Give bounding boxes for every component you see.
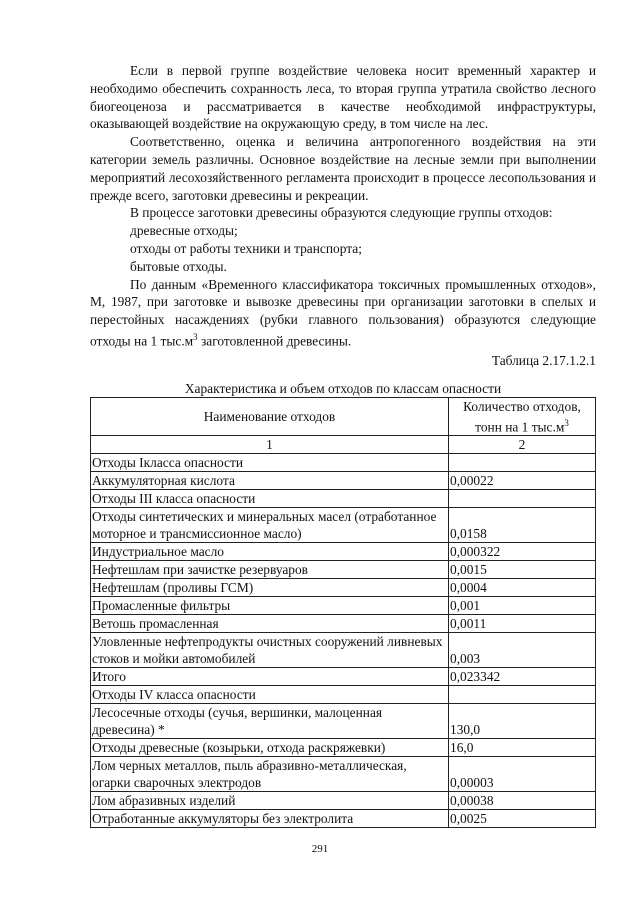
paragraph-4 <box>90 276 596 351</box>
waste-name-cell: Уловленные нефтепродукты очистных сооружений ливневых стоков и мойки автомобилей <box>91 633 449 668</box>
page-number: 291 <box>311 843 329 855</box>
table-row <box>91 757 596 792</box>
waste-name-cell: Лом абразивных изделий <box>91 792 449 810</box>
waste-amount-cell <box>449 490 596 508</box>
superscript-3: 3 <box>193 331 198 342</box>
header-amount-line1: Количество отходов, <box>463 399 581 414</box>
waste-name-cell: Отходы древесные (козырьки, отхода раскряжевки) <box>91 739 449 757</box>
waste-amount-cell: 0,0158 <box>449 508 596 543</box>
waste-name-cell: Лом черных металлов, пыль абразивно-металлическая, огарки сварочных электродов <box>91 757 449 792</box>
waste-amount-cell: 0,000322 <box>449 543 596 561</box>
paragraph-4-text: По данным «Временного классификатора токсичных промышленных отходов», М, 1987, при заготовке и вывозке древесины при организации заготовки в спелых и перестойных насаждениях (рубки главного пользования) образуются следующие отходы на 1 тыс.м <box>90 276 596 349</box>
table-row <box>91 543 596 561</box>
waste-amount-cell: 0,00003 <box>449 757 596 792</box>
waste-name-cell: Промасленные фильтры <box>91 597 449 615</box>
table-row <box>91 490 596 508</box>
waste-amount-cell: 0,0015 <box>449 561 596 579</box>
table-row <box>91 615 596 633</box>
waste-name-cell: Индустриальное масло <box>91 543 449 561</box>
table-row <box>91 579 596 597</box>
table-row <box>91 810 596 828</box>
waste-name-cell: Отходы III класса опасности <box>91 490 449 508</box>
waste-amount-cell: 0,0011 <box>449 615 596 633</box>
header-amount-unit: тонн на 1 тыс.м <box>475 419 565 435</box>
waste-amount-cell: 0,023342 <box>449 668 596 686</box>
waste-name-cell: Аккумуляторная кислота <box>91 472 449 490</box>
paragraph-3: В процессе заготовки древесины образуются следующие группы отходов: <box>130 205 553 221</box>
index-col-2: 2 <box>449 436 596 454</box>
table-row <box>91 472 596 490</box>
waste-amount-cell: 0,003 <box>449 633 596 668</box>
body-text <box>90 62 596 350</box>
waste-name-cell: Лесосечные отходы (сучья, вершинки, малоценная древесина) * <box>91 704 449 739</box>
table-row <box>91 561 596 579</box>
waste-name-cell: Ветошь промасленная <box>91 615 449 633</box>
waste-name-cell: Отходы IV класса опасности <box>91 686 449 704</box>
table-row <box>91 668 596 686</box>
paragraph-2: Соответственно, оценка и величина антропогенного воздействия на эти категории земель различны. Основное воздействие на лесные земли при выполнении мероприятий лесохозяйственного регламента происходит в процессе лесопользования и прежде всего, заготовки древесины и рекреации. <box>90 134 596 203</box>
paragraph-1: Если в первой группе воздействие человека носит временный характер и необходимо обеспечить сохранность леса, то вторая группа утратила свойство лесного биогеоценоза и рассматривается в качестве необходимой инфраструктуры, оказывающей воздействие на окружающую среду, в том числе на лес. <box>90 63 596 132</box>
waste-amount-cell: 0,00022 <box>449 472 596 490</box>
header-waste-amount <box>449 398 596 436</box>
table-row <box>91 686 596 704</box>
list-item: бытовые отходы. <box>130 258 227 274</box>
table-header-row <box>91 398 596 436</box>
table-row <box>91 792 596 810</box>
table-row <box>91 704 596 739</box>
waste-name-cell: Отработанные аккумуляторы без электролита <box>91 810 449 828</box>
waste-name-cell: Нефтешлам (проливы ГСМ) <box>91 579 449 597</box>
table-row <box>91 508 596 543</box>
paragraph-4-end: заготовленной древесины. <box>197 333 352 349</box>
header-waste-name: Наименование отходов <box>91 398 449 436</box>
waste-amount-cell <box>449 454 596 472</box>
header-amount-line2 <box>450 415 594 435</box>
waste-name-cell: Итого <box>91 668 449 686</box>
waste-amount-cell: 0,001 <box>449 597 596 615</box>
waste-amount-cell <box>449 686 596 704</box>
waste-amount-cell: 0,0004 <box>449 579 596 597</box>
index-col-1: 1 <box>91 436 449 454</box>
table-row <box>91 597 596 615</box>
waste-amount-cell: 130,0 <box>449 704 596 739</box>
waste-table <box>90 397 596 828</box>
waste-name-cell: Отходы синтетических и минеральных масел (отработанное моторное и трансмиссионное масло) <box>91 508 449 543</box>
header-superscript: 3 <box>564 418 569 428</box>
list-item: отходы от работы техники и транспорта; <box>130 240 362 256</box>
table-row <box>91 454 596 472</box>
waste-amount-cell: 0,00038 <box>449 792 596 810</box>
table-number: Таблица 2.17.1.2.1 <box>491 353 596 368</box>
list-item: древесные отходы; <box>130 223 238 239</box>
waste-name-cell: Нефтешлам при зачистке резервуаров <box>91 561 449 579</box>
table-title: Характеристика и объем отходов по классам опасности <box>184 381 502 396</box>
table-body <box>91 454 596 828</box>
table-row <box>91 633 596 668</box>
waste-name-cell: Отходы Iкласса опасности <box>91 454 449 472</box>
table-row <box>91 739 596 757</box>
table-index-row <box>91 436 596 454</box>
waste-amount-cell: 0,0025 <box>449 810 596 828</box>
waste-amount-cell: 16,0 <box>449 739 596 757</box>
